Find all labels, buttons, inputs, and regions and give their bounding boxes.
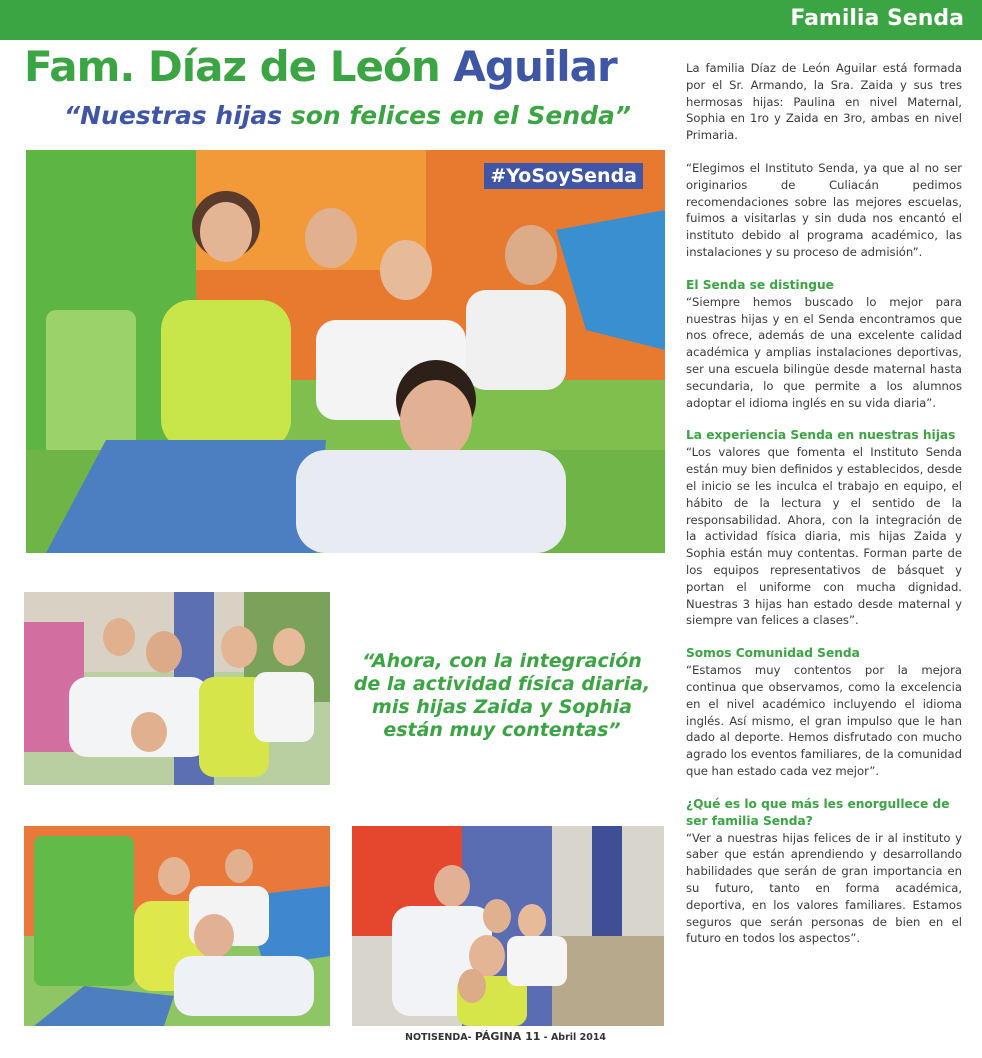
hero-family-photo (26, 150, 665, 553)
page-footer: NOTISENDA- PÁGINA 11 - Abril 2014 (405, 1030, 607, 1043)
headline-family-name: Fam. Díaz de León (24, 42, 440, 91)
section-body: “Siempre hemos buscado lo mejor para nuestras hijas y en el Senda encontramos que nos ofrece, además de una excelente calidad académica y amplias instalaciones deportivas, ser una escuela bilingüe desde maternal hasta secundaria, lo que permite a los alumnos adoptar el idioma inglés en su vida diaria”. (686, 294, 962, 410)
section-body: “Los valores que fomenta el Instituto Senda están muy bien definidos y establecidos, desde el inicio se les inculca el trabajo en equipo, el hábito de la lectura y el sentido de la responsabilidad. Ahora, con la integración de la actividad física diaria, mis hijas Zaida y Sophia están muy contentas. Forman parte de los equipos representativos de básquet y portan el uniforme con mucha dignidad. Nuestras 3 hijas han estado desde maternal y siempre van felices a clases”. (686, 445, 962, 628)
hero-photo-illustration (26, 150, 665, 553)
article-quote-1: “Elegimos el Instituto Senda, ya que al no ser originarios de Culiacán pedimos recomendaciones sobre las mejores escuelas, fuimos a visitarlas y sin duda nos encantó el instituto debido al programa académico, las instalaciones y su proceso de admisión”. (686, 160, 962, 259)
footer-date: Abril 2014 (550, 1032, 607, 1043)
section-body: “Ver a nuestras hijas felices de ir al instituto y saber que están aprendiendo y desarrollando habilidades que serán de gran importancia en su futuro, tanto en forma académica, deportiva, en los valores familiares. Estamos seguros que serán personas de bien en el futuro en todos los aspectos”. (686, 830, 962, 946)
family-photo-playground-1 (24, 592, 330, 785)
section-heading: Somos Comunidad Senda (686, 646, 860, 661)
subhead-part-1: “Nuestras hijas (64, 101, 283, 130)
article-intro: La familia Díaz de León Aguilar está formada por el Sr. Armando, la Sra. Zaida y sus tres hermosas hijas: Paulina en nivel Maternal, Sophia en 1ro y Zaida en 3ro, ambas en nivel Primaria. (686, 61, 962, 143)
photo-3-illustration (352, 826, 664, 1026)
footer-page-number: PÁGINA 11 (474, 1030, 541, 1043)
section-heading: La experiencia Senda en nuestras hijas (686, 428, 956, 443)
subhead-part-2: son felices en el Senda” (290, 101, 632, 130)
footer-publication: NOTISENDA (405, 1032, 468, 1043)
section-title: Familia Senda (790, 6, 964, 31)
pull-quote: “Ahora, con la integración de la actividad física diaria, mis hijas Zaida y Sophia están muy contentas” (353, 650, 651, 741)
photo-1-illustration (24, 592, 330, 785)
section-body: “Estamos muy contentos por la mejora continua que observamos, como la excelencia en el nivel académico incluyendo el idioma inglés. Así mismo, el gran impulso que le han dado al deporte. Hemos disfrutado con mucho agrado los eventos familiares, de la comunidad que han estado cada vez mejor”. (686, 663, 962, 778)
hashtag-badge: #YoSoySenda (484, 163, 643, 189)
photo-2-illustration (24, 826, 330, 1026)
section-heading: El Senda se distingue (686, 277, 834, 292)
article-subheadline (64, 101, 631, 130)
section-heading: ¿Qué es lo que más les enorgullece de ser familia Senda? (686, 796, 950, 828)
family-photo-playground-3 (352, 826, 664, 1026)
family-photo-playground-2 (24, 826, 330, 1026)
article-body (686, 60, 962, 963)
section-header-bar (0, 0, 982, 40)
headline-surname: Aguilar (453, 42, 617, 91)
article-headline (24, 42, 617, 91)
